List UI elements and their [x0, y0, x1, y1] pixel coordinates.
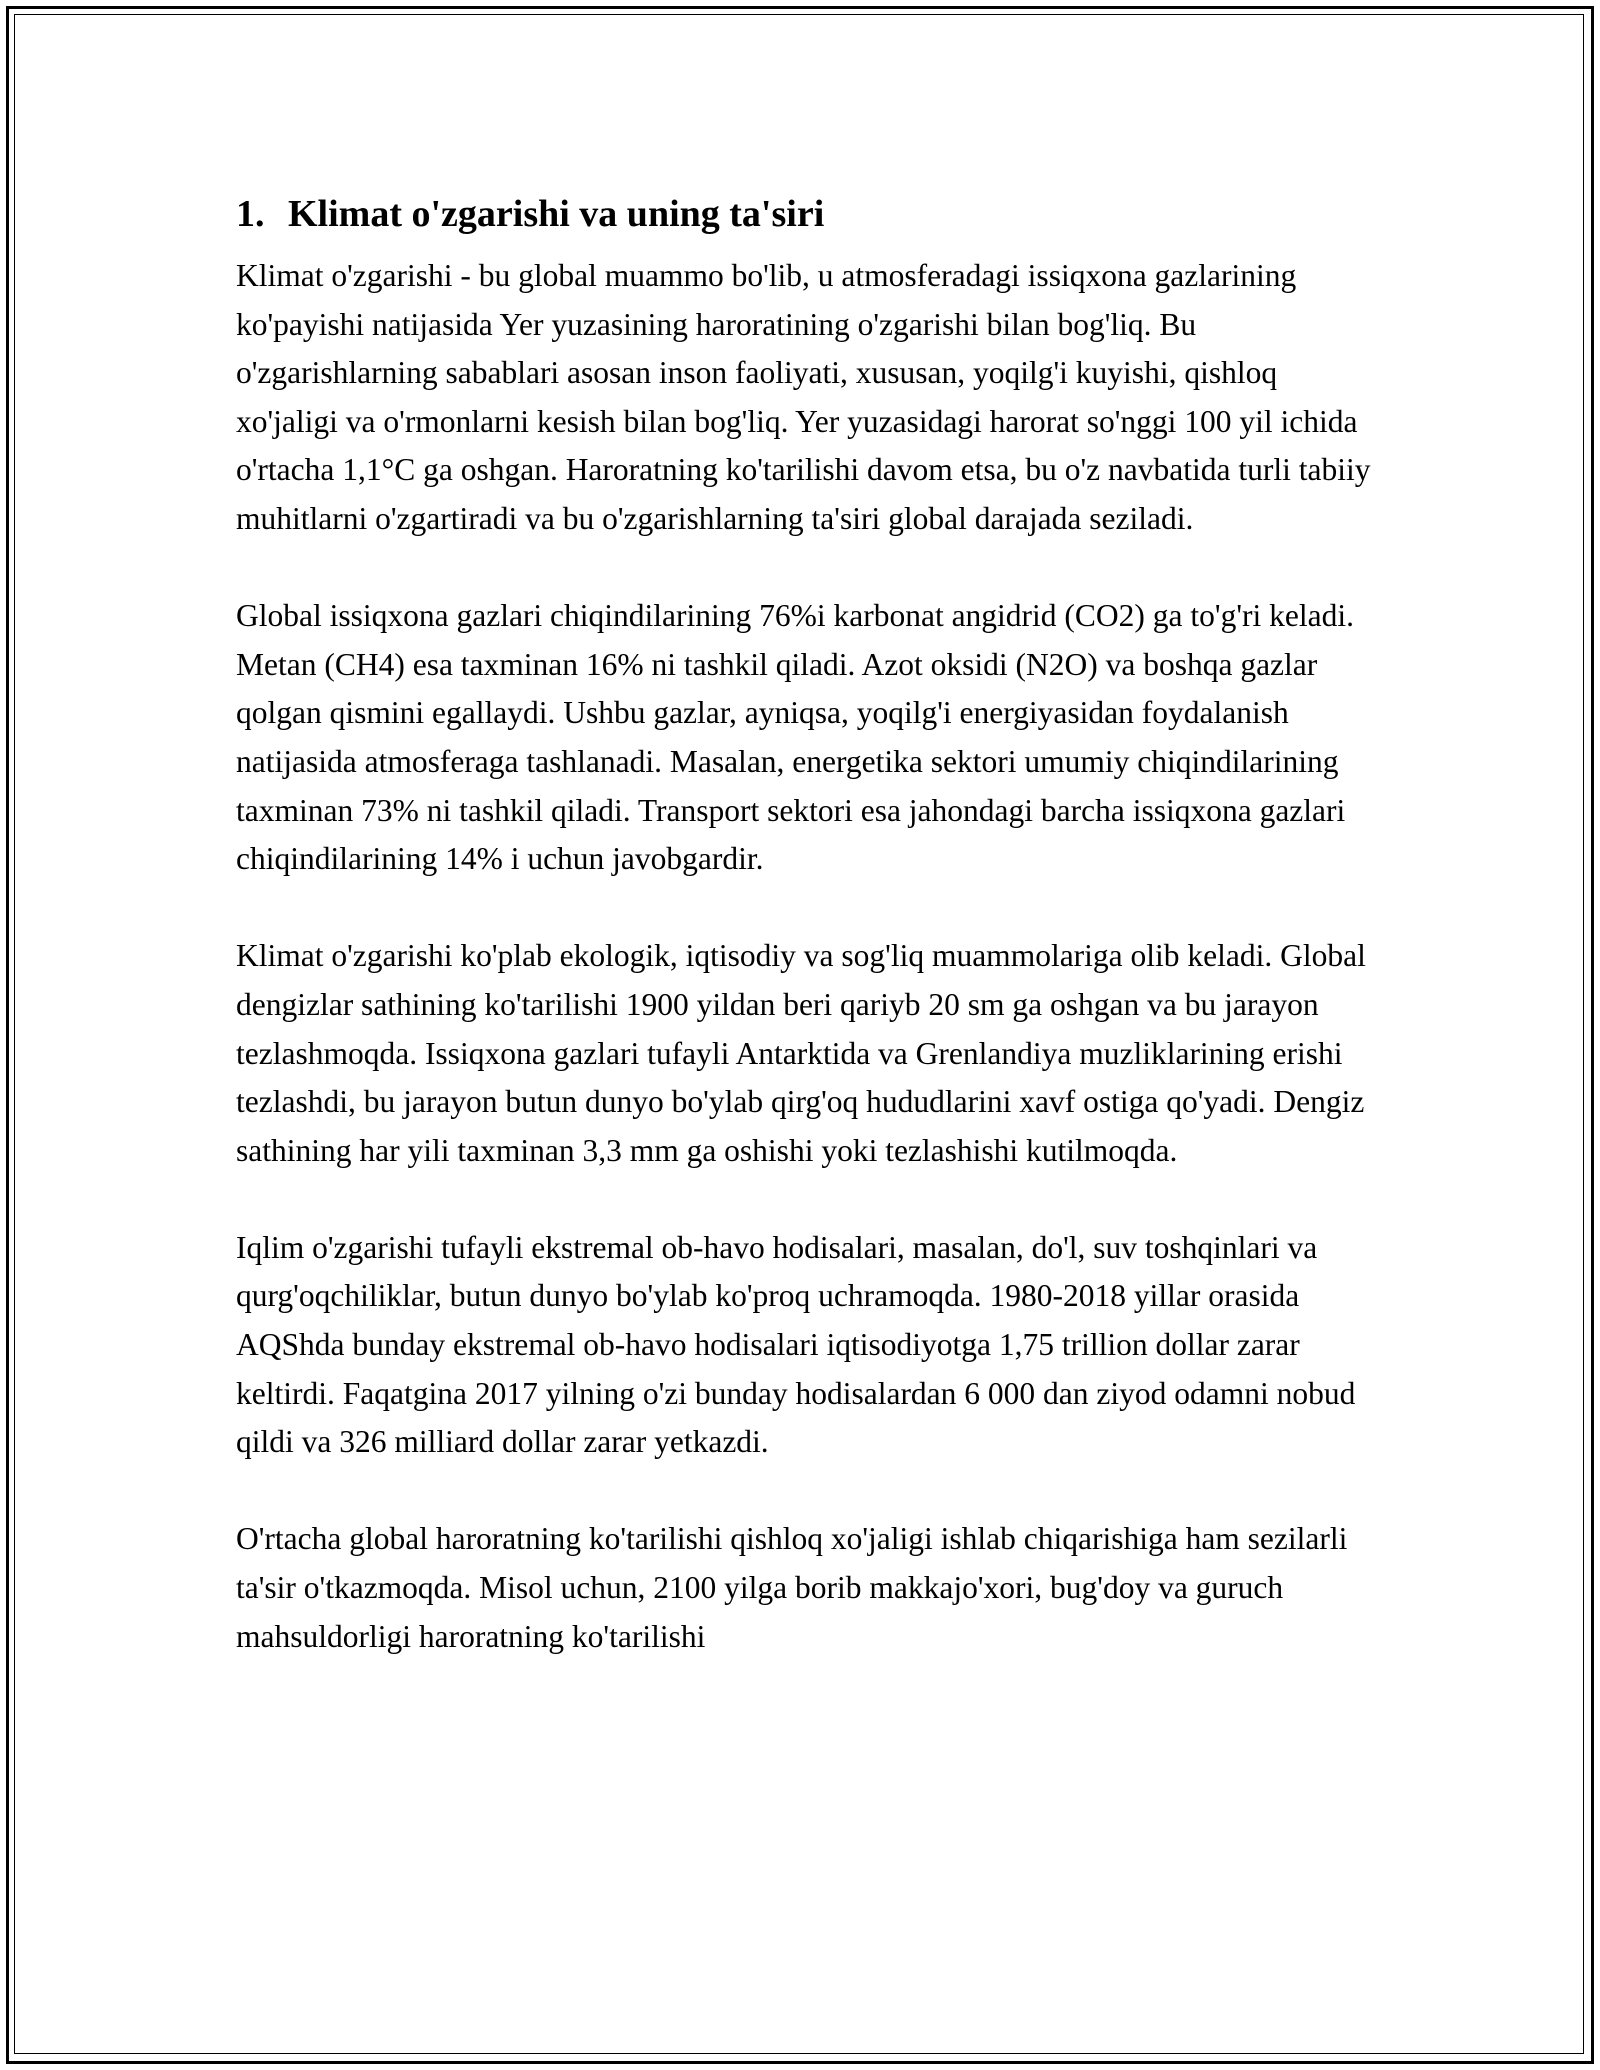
paragraph-agriculture: O'rtacha global haroratning ko'tarilishi qishloq xo'jaligi ishlab chiqarishiga ham sezilarli ta'sir o'tkazmoqda. Misol uchun, 2100 yilga borib makkajo'xori, bug'doy va guruch mahsuldorligi haroratning ko'tarilishi — [236, 1521, 1348, 1654]
section-number: 1. — [236, 193, 265, 235]
document-body — [236, 186, 1376, 1661]
paragraph-climate-definition: Klimat o'zgarishi - bu global muammo bo'lib, u atmosferadagi issiqxona gazlarining ko'payishi natijasida Yer yuzasining haroratining o'zgarishi bilan bog'liq. Bu o'zgarishlarning sabablari asosan inson faoliyati, xususan, yoqilg'i kuyishi, qishloq xo'jaligi va o'rmonlarni kesish bilan bog'liq. Yer yuzasidagi harorat so'nggi 100 yil ichida o'rtacha 1,1°C ga oshgan. Haroratning ko'tarilishi davom etsa, bu o'z navbatida turli tabiiy muhitlarni o'zgartiradi va bu o'zgarishlarning ta'siri global darajada seziladi. — [236, 258, 1371, 536]
section-heading — [236, 186, 1376, 242]
section-title: Klimat o'zgarishi va uning ta'siri — [288, 193, 825, 235]
paragraph-extreme-weather: Iqlim o'zgarishi tufayli ekstremal ob-havo hodisalari, masalan, do'l, suv toshqinlari va qurg'oqchiliklar, butun dunyo bo'ylab ko'proq uchramoqda. 1980-2018 yillar orasida AQShda bunday ekstremal ob-havo hodisalari iqtisodiyotga 1,75 trillion dollar zarar keltirdi. Faqatgina 2017 yilning o'zi bunday hodisalardan 6 000 dan ziyod odamni nobud qildi va 326 milliard dollar zarar yetkazdi. — [236, 1229, 1356, 1460]
paragraph-sea-level: Klimat o'zgarishi ko'plab ekologik, iqtisodiy va sog'liq muammolariga olib keladi. Global dengizlar sathining ko'tarilishi 1900 yildan beri qariyb 20 sm ga oshgan va bu jarayon tezlashmoqda. Issiqxona gazlari tufayli Antarktida va Grenlandiya muzliklarining erishi tezlashdi, bu jarayon butun dunyo bo'ylab qirg'oq hududlarini xavf ostiga qo'yadi. Dengiz sathining har yili taxminan 3,3 mm ga oshishi yoki tezlashishi kutilmoqda. — [236, 938, 1366, 1168]
paragraph-greenhouse-gases: Global issiqxona gazlari chiqindilarining 76%i karbonat angidrid (CO2) ga to'g'ri keladi. Metan (CH4) esa taxminan 16% ni tashkil qiladi. Azot oksidi (N2O) va boshqa gazlar qolgan qismini egallaydi. Ushbu gazlar, ayniqsa, yoqilg'i energiyasidan foydalanish natijasida atmosferaga tashlanadi. Masalan, energetika sektori umumiy chiqindilarining taxminan 73% ni tashkil qiladi. Transport sektori esa jahondagi barcha issiqxona gazlari chiqindilarining 14% i uchun javobgardir. — [236, 598, 1354, 877]
